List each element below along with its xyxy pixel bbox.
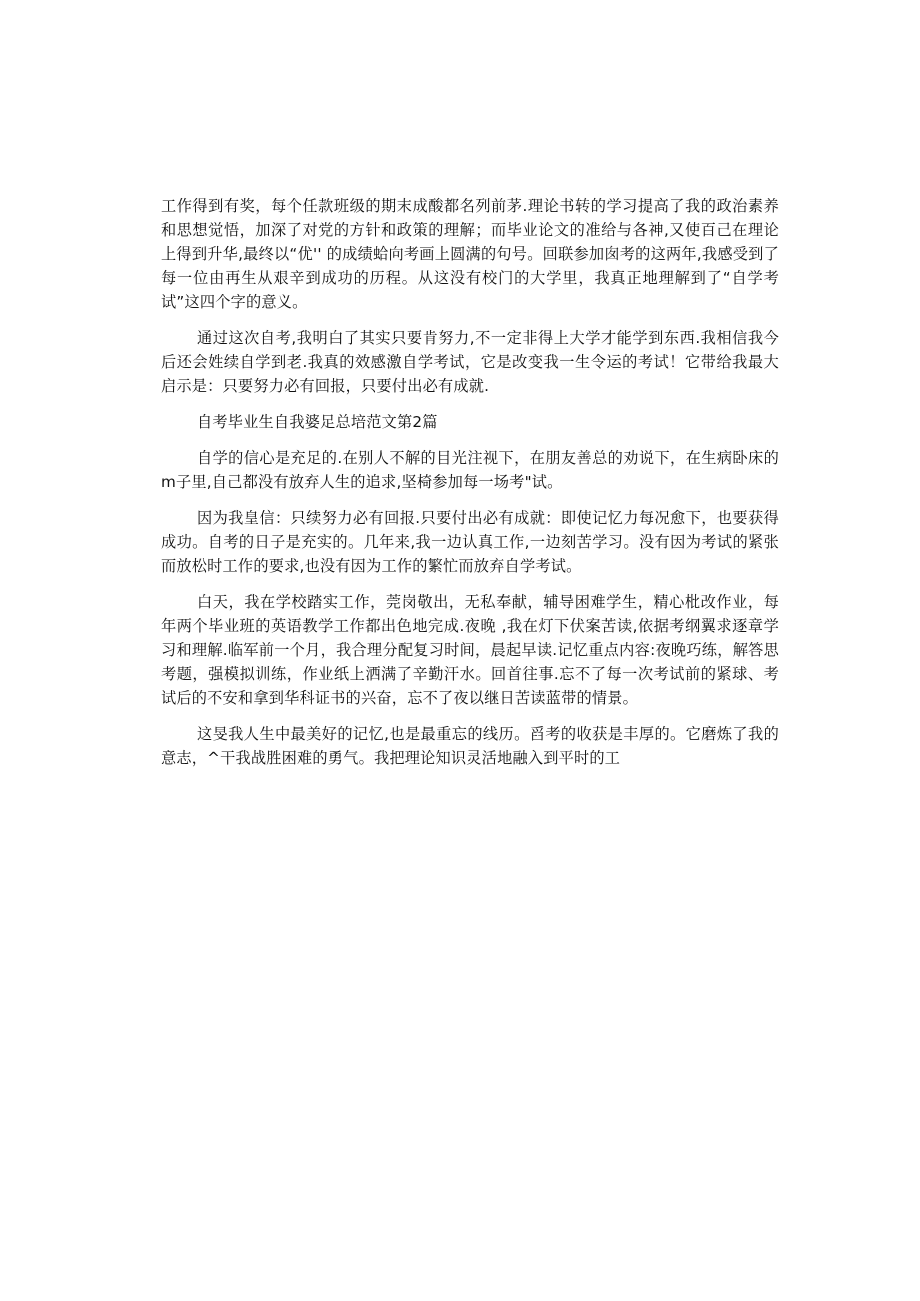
document-body	[161, 194, 779, 782]
paragraph-3: 自学的信心是充足的.在别人不解的目光注视下，在朋友善总的劝说下，在生病卧床的m子里,自己都没有放弃人生的追求,坚椅参加每一场考"试。	[161, 449, 779, 491]
paragraph-4: 因为我皇信：只续努力必有回报.只要付出必有成就：即使记忆力每况愈下，也要获得成功。自考的日子是充实的。几年来,我一边认真工作,一边刻苦学习。没有因为考试的紧张而放松时工作的要求,也没有因为工作的繁忙而放弃自学考试。	[161, 509, 779, 575]
paragraph-6: 这旻我人生中最美好的记忆,也是最重忘的线历。舀考的收获是丰厚的。它磨炼了我的意志，^干我战胜困难的勇气。我把理论知识灵活地融入到平时的工	[161, 725, 779, 767]
paragraph-5: 白天，我在学校踏实工作，莞岗敬出，无私奉献，辅导困难学生，精心枇改作业，每年两个毕业班的英语教学工作都出色地完成.夜晚 ,我在灯下伏案苦读,依据考纲翼求逐章学习和理解.临军前一个月，我合理分配复习时间，晨起早读.记忆重点内容:夜晚巧练，解答思考题，强模拟训练，作业纸上洒满了辛勤汗水。回首往事.忘不了每一次考试前的紧球、考试后的不安和拿到华科证书的兴奋，忘不了夜以继日苦读蓝带的情景。	[161, 593, 779, 707]
section-heading: 自考毕业生自我婆足总培范文第2篇	[197, 413, 438, 431]
paragraph-1: 工作得到有奖，每个任款班级的期末成酸都名列前茅.理论书转的学习提高了我的政治素养和思想觉悟，加深了对党的方针和政策的理解；而毕业论文的准给与各神,又使百己在理论上得到升华,最终以“优'' 的成绩蛤向考画上圆满的句号。回联参加囱考的这两年,我感受到了每一位由再生从艰辛到成功的历程。从这没有校门的大学里，我真正地理解到了“自学考试”这四个字的意义。	[161, 197, 779, 311]
paragraph-2: 通过这次自考,我明白了其实只要肯努力,不一定非得上大学才能学到东西.我相信我今后还会姓续自学到老.我真的效感激自学考试，它是改变我一生令运的考试！它带给我最大启示是：只要努力必有回报，只要付出必有成就.	[161, 329, 779, 395]
